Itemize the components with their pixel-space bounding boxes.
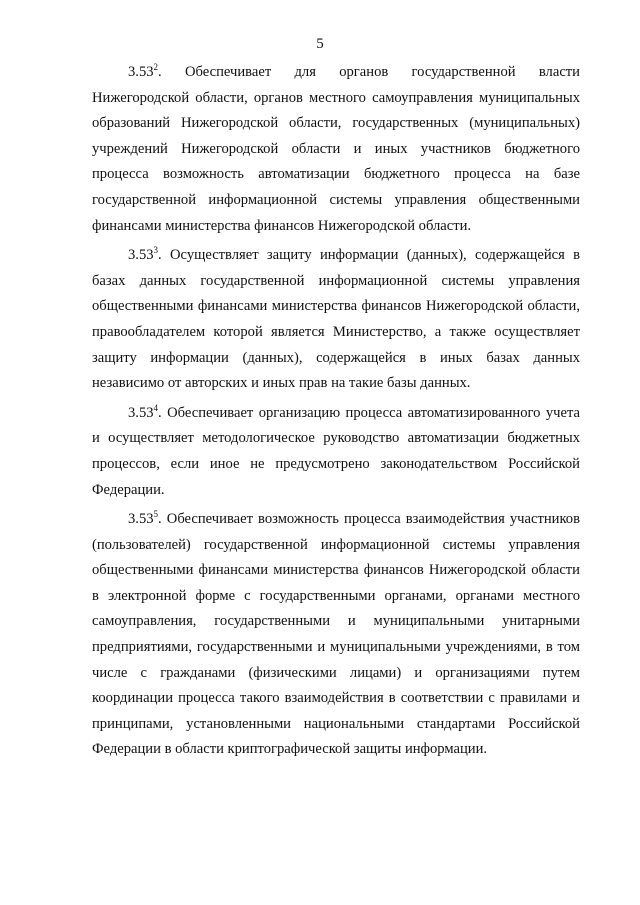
paragraph-text: Обеспечивает организацию процесса автоматизированного учета и осуществляет методологическое руководство автоматизации бюджетных процессов, если иное не предусмотрено законодательством Российской Федерации.: [92, 404, 580, 498]
page-number: 5: [316, 36, 324, 52]
document-body: [92, 60, 580, 767]
paragraph-text: Осуществляет защиту информации (данных), содержащейся в базах данных государственной информационной системы управления общественными финансами министерства финансов Нижегородской области, правообладателем которой является Министерство, а также осуществляет защиту информации (данных), содержащейся в иных базах данных независимо от авторских и иных прав на такие базы данных.: [92, 247, 580, 392]
paragraph-3-53-5: [92, 507, 580, 763]
paragraph-3-53-3: [92, 243, 580, 397]
clause-superscript: 3: [153, 245, 159, 256]
clause-superscript: 5: [153, 509, 159, 520]
clause-number: 3.53$^3$.: [128, 245, 162, 264]
clause-superscript: 2: [153, 62, 159, 73]
clause-number: 3.53$^4$.: [128, 402, 162, 421]
paragraph-text: Обеспечивает для органов государственной власти Нижегородской области, органов местного самоуправления муниципальных образований Нижегородской области, государственных (муниципальных) учреждений Нижегородской области и иных участников бюджетного процесса возможность автоматизации бюджетного процесса на базе государственной информационной системы управления общественными финансами министерства финансов Нижегородской области.: [92, 64, 580, 234]
clause-number: 3.53$^5$.: [128, 509, 162, 528]
paragraph-text: Обеспечивает возможность процесса взаимодействия участников (пользователей) государственной информационной системы управления общественными финансами министерства финансов Нижегородской области в электронной форме с государственными органами, органами местного самоуправления, государственными и муниципальными унитарными предприятиями, государственными и муниципальными учреждениями, в том числе с гражданами (физическими лицами) и организациями путем координации процесса такого взаимодействия в соответствии с правилами и принципами, установленными национальными стандартами Российской Федерации в области криптографической защиты информации.: [92, 511, 580, 758]
paragraph-3-53-2: [92, 60, 580, 239]
paragraph-3-53-4: [92, 401, 580, 503]
clause-number: 3.53$^2$.: [128, 62, 162, 80]
clause-superscript: 4: [153, 402, 159, 413]
